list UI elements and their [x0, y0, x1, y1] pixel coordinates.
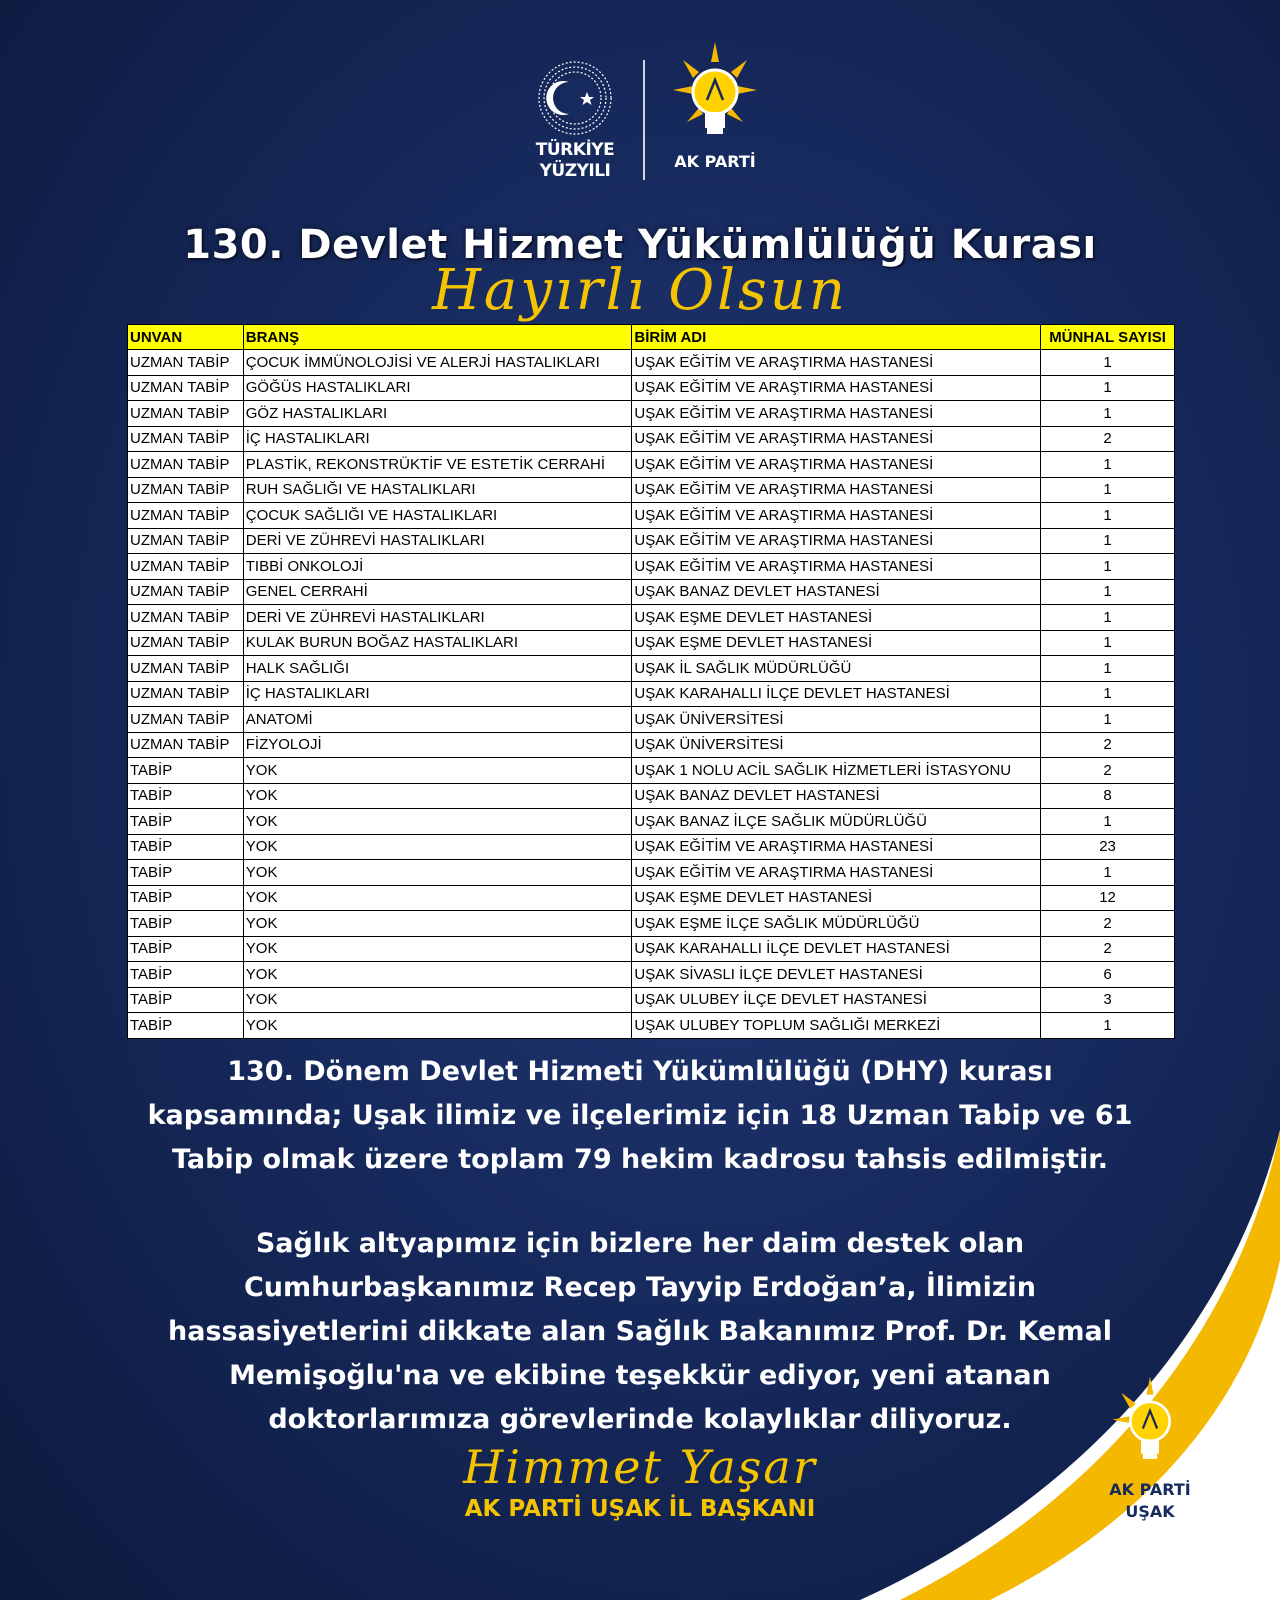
cell-unvan: UZMAN TABİP [128, 630, 244, 656]
cell-unvan: UZMAN TABİP [128, 477, 244, 503]
cell-brans: YOK [243, 834, 632, 860]
cell-munhal-sayisi: 6 [1041, 962, 1175, 988]
table-row [128, 656, 1175, 682]
paragraph-line: Cumhurbaşkanımız Recep Tayyip Erdoğan’a, İlimizin [243, 1272, 1037, 1303]
page-headline: 130. Devlet Hizmet Yükümlülüğü Kurası [183, 222, 1097, 268]
cell-brans: KULAK BURUN BOĞAZ HASTALIKLARI [243, 630, 632, 656]
cell-brans: GENEL CERRAHİ [243, 579, 632, 605]
header-brans: BRANŞ [243, 325, 632, 350]
cell-unvan: UZMAN TABİP [128, 528, 244, 554]
cell-munhal-sayisi: 2 [1041, 426, 1175, 452]
cell-brans: FİZYOLOJİ [243, 732, 632, 758]
paragraph-line: hassasiyetlerini dikkate alan Sağlık Bakanımız Prof. Dr. Kemal [168, 1316, 1112, 1347]
cell-brans: DERİ VE ZÜHREVİ HASTALIKLARI [243, 528, 632, 554]
cell-unvan: TABİP [128, 962, 244, 988]
cell-brans: YOK [243, 783, 632, 809]
cell-birim-adi: UŞAK SİVASLI İLÇE DEVLET HASTANESİ [632, 962, 1041, 988]
cell-brans: GÖĞÜS HASTALIKLARI [243, 375, 632, 401]
cell-birim-adi: UŞAK KARAHALLI İLÇE DEVLET HASTANESİ [632, 681, 1041, 707]
paragraph-line: Memişoğlu'na ve ekibine teşekkür ediyor, yeni atanan [229, 1360, 1051, 1391]
cell-birim-adi: UŞAK EŞME İLÇE SAĞLIK MÜDÜRLÜĞÜ [632, 911, 1041, 937]
cell-brans: İÇ HASTALIKLARI [243, 426, 632, 452]
cell-birim-adi: UŞAK ÜNİVERSİTESİ [632, 707, 1041, 733]
cell-unvan: UZMAN TABİP [128, 554, 244, 580]
table-row [128, 936, 1175, 962]
cell-birim-adi: UŞAK 1 NOLU ACİL SAĞLIK HİZMETLERİ İSTASYONU [632, 758, 1041, 784]
cell-munhal-sayisi: 1 [1041, 554, 1175, 580]
cell-birim-adi: UŞAK EĞİTİM VE ARAŞTIRMA HASTANESİ [632, 503, 1041, 529]
cell-munhal-sayisi: 1 [1041, 579, 1175, 605]
cell-unvan: TABİP [128, 809, 244, 835]
cell-unvan: TABİP [128, 885, 244, 911]
table-row [128, 1013, 1175, 1039]
lightbulb-icon [1095, 1375, 1205, 1475]
cell-munhal-sayisi: 1 [1041, 350, 1175, 376]
table-row [128, 707, 1175, 733]
cell-unvan: TABİP [128, 758, 244, 784]
cell-unvan: TABİP [128, 834, 244, 860]
cell-birim-adi: UŞAK EĞİTİM VE ARAŞTIRMA HASTANESİ [632, 834, 1041, 860]
cell-unvan: UZMAN TABİP [128, 401, 244, 427]
turkiye-line1: TÜRKİYE [535, 140, 615, 160]
signature-title: AK PARTİ UŞAK İL BAŞKANI [464, 1496, 816, 1522]
table-row [128, 375, 1175, 401]
cell-munhal-sayisi: 2 [1041, 911, 1175, 937]
cell-brans: RUH SAĞLIĞI VE HASTALIKLARI [243, 477, 632, 503]
cell-munhal-sayisi: 23 [1041, 834, 1175, 860]
ak-parti-logo [655, 40, 775, 171]
table-row [128, 834, 1175, 860]
table-row [128, 630, 1175, 656]
table-row [128, 605, 1175, 631]
table-row [128, 401, 1175, 427]
cell-unvan: UZMAN TABİP [128, 681, 244, 707]
crescent-star-icon [535, 58, 615, 138]
cell-birim-adi: UŞAK EŞME DEVLET HASTANESİ [632, 630, 1041, 656]
cell-brans: ÇOCUK SAĞLIĞI VE HASTALIKLARI [243, 503, 632, 529]
cell-birim-adi: UŞAK EĞİTİM VE ARAŞTIRMA HASTANESİ [632, 375, 1041, 401]
cell-munhal-sayisi: 1 [1041, 809, 1175, 835]
table-row [128, 987, 1175, 1013]
cell-brans: GÖZ HASTALIKLARI [243, 401, 632, 427]
cell-munhal-sayisi: 1 [1041, 605, 1175, 631]
ak-parti-label: AK PARTİ [674, 152, 756, 171]
corner-logo-line2: UŞAK [1125, 1502, 1175, 1521]
corner-ak-parti-logo [1090, 1375, 1210, 1523]
cell-birim-adi: UŞAK EĞİTİM VE ARAŞTIRMA HASTANESİ [632, 426, 1041, 452]
cell-birim-adi: UŞAK ULUBEY TOPLUM SAĞLIĞI MERKEZİ [632, 1013, 1041, 1039]
cell-birim-adi: UŞAK BANAZ İLÇE SAĞLIK MÜDÜRLÜĞÜ [632, 809, 1041, 835]
table-row [128, 732, 1175, 758]
cell-brans: YOK [243, 809, 632, 835]
cell-munhal-sayisi: 1 [1041, 528, 1175, 554]
cell-munhal-sayisi: 1 [1041, 477, 1175, 503]
logo-divider [643, 60, 645, 180]
header-logos [0, 40, 1280, 190]
table-row [128, 783, 1175, 809]
cell-brans: HALK SAĞLIĞI [243, 656, 632, 682]
cell-brans: ÇOCUK İMMÜNOLOJİSİ VE ALERJİ HASTALIKLARI [243, 350, 632, 376]
cell-birim-adi: UŞAK EĞİTİM VE ARAŞTIRMA HASTANESİ [632, 860, 1041, 886]
cell-unvan: TABİP [128, 1013, 244, 1039]
cell-brans: ANATOMİ [243, 707, 632, 733]
table-header-row [128, 325, 1175, 350]
cell-unvan: UZMAN TABİP [128, 350, 244, 376]
cell-unvan: UZMAN TABİP [128, 503, 244, 529]
paragraph-line: kapsamında; Uşak ilimiz ve ilçelerimiz için 18 Uzman Tabip ve 61 [147, 1100, 1133, 1131]
cell-brans: YOK [243, 936, 632, 962]
cell-unvan: TABİP [128, 783, 244, 809]
cell-munhal-sayisi: 8 [1041, 783, 1175, 809]
cell-munhal-sayisi: 1 [1041, 656, 1175, 682]
cell-munhal-sayisi: 1 [1041, 681, 1175, 707]
cell-munhal-sayisi: 1 [1041, 860, 1175, 886]
cell-munhal-sayisi: 2 [1041, 936, 1175, 962]
paragraph-line: Tabip olmak üzere toplam 79 hekim kadrosu tahsis edilmiştir. [172, 1144, 1108, 1175]
cell-munhal-sayisi: 1 [1041, 401, 1175, 427]
table-row [128, 758, 1175, 784]
cell-birim-adi: UŞAK İL SAĞLIK MÜDÜRLÜĞÜ [632, 656, 1041, 682]
cell-brans: DERİ VE ZÜHREVİ HASTALIKLARI [243, 605, 632, 631]
table-row [128, 426, 1175, 452]
paragraph-line: Sağlık altyapımız için bizlere her daim destek olan [255, 1228, 1025, 1259]
cell-unvan: TABİP [128, 936, 244, 962]
table-row [128, 681, 1175, 707]
lightbulb-icon [655, 40, 775, 152]
table-row [128, 350, 1175, 376]
turkiye-line2: YÜZYILI [539, 161, 611, 181]
cell-brans: YOK [243, 860, 632, 886]
table-row [128, 452, 1175, 478]
cell-munhal-sayisi: 2 [1041, 732, 1175, 758]
turkiye-yuzyili-logo [520, 58, 630, 180]
cell-unvan: UZMAN TABİP [128, 656, 244, 682]
paragraph-line: 130. Dönem Devlet Hizmeti Yükümlülüğü (DHY) kurası [227, 1056, 1053, 1087]
cell-birim-adi: UŞAK KARAHALLI İLÇE DEVLET HASTANESİ [632, 936, 1041, 962]
cell-unvan: TABİP [128, 911, 244, 937]
cell-brans: TIBBİ ONKOLOJİ [243, 554, 632, 580]
table-row [128, 860, 1175, 886]
table-row [128, 885, 1175, 911]
table-body [128, 350, 1175, 1039]
cell-unvan: UZMAN TABİP [128, 426, 244, 452]
table-row [128, 503, 1175, 529]
cell-birim-adi: UŞAK EŞME DEVLET HASTANESİ [632, 605, 1041, 631]
cell-birim-adi: UŞAK EĞİTİM VE ARAŞTIRMA HASTANESİ [632, 554, 1041, 580]
cell-munhal-sayisi: 12 [1041, 885, 1175, 911]
cell-munhal-sayisi: 1 [1041, 1013, 1175, 1039]
table-row [128, 477, 1175, 503]
cell-birim-adi: UŞAK EĞİTİM VE ARAŞTIRMA HASTANESİ [632, 401, 1041, 427]
table-row [128, 579, 1175, 605]
cell-birim-adi: UŞAK EĞİTİM VE ARAŞTIRMA HASTANESİ [632, 350, 1041, 376]
allocation-table-wrapper [127, 324, 1175, 1039]
thanks-paragraph [0, 1222, 1280, 1442]
paragraph-line: doktorlarımıza görevlerinde kolaylıklar diliyoruz. [268, 1404, 1012, 1435]
cell-brans: YOK [243, 962, 632, 988]
table-row [128, 809, 1175, 835]
cell-unvan: UZMAN TABİP [128, 375, 244, 401]
cell-brans: YOK [243, 911, 632, 937]
cell-unvan: UZMAN TABİP [128, 605, 244, 631]
cell-birim-adi: UŞAK EĞİTİM VE ARAŞTIRMA HASTANESİ [632, 477, 1041, 503]
table-row [128, 528, 1175, 554]
cell-unvan: UZMAN TABİP [128, 732, 244, 758]
cell-brans: YOK [243, 885, 632, 911]
cell-unvan: UZMAN TABİP [128, 707, 244, 733]
cell-birim-adi: UŞAK BANAZ DEVLET HASTANESİ [632, 579, 1041, 605]
header-birim-adi: BİRİM ADI [632, 325, 1041, 350]
cell-unvan: UZMAN TABİP [128, 452, 244, 478]
cell-munhal-sayisi: 1 [1041, 503, 1175, 529]
cell-munhal-sayisi: 2 [1041, 758, 1175, 784]
corner-logo-line1: AK PARTİ [1109, 1480, 1191, 1499]
cell-brans: YOK [243, 987, 632, 1013]
script-title: Hayırlı Olsun [432, 258, 848, 323]
cell-birim-adi: UŞAK EĞİTİM VE ARAŞTIRMA HASTANESİ [632, 528, 1041, 554]
cell-birim-adi: UŞAK EĞİTİM VE ARAŞTIRMA HASTANESİ [632, 452, 1041, 478]
cell-munhal-sayisi: 3 [1041, 987, 1175, 1013]
cell-munhal-sayisi: 1 [1041, 375, 1175, 401]
cell-brans: İÇ HASTALIKLARI [243, 681, 632, 707]
cell-birim-adi: UŞAK BANAZ DEVLET HASTANESİ [632, 783, 1041, 809]
cell-birim-adi: UŞAK ULUBEY İLÇE DEVLET HASTANESİ [632, 987, 1041, 1013]
allocation-table [127, 324, 1175, 1039]
header-unvan: UNVAN [128, 325, 244, 350]
announcement-paragraph [0, 1050, 1280, 1182]
table-row [128, 911, 1175, 937]
cell-brans: YOK [243, 758, 632, 784]
cell-birim-adi: UŞAK EŞME DEVLET HASTANESİ [632, 885, 1041, 911]
cell-munhal-sayisi: 1 [1041, 707, 1175, 733]
cell-unvan: UZMAN TABİP [128, 579, 244, 605]
header-munhal-sayisi: MÜNHAL SAYISI [1041, 325, 1175, 350]
table-row [128, 554, 1175, 580]
cell-munhal-sayisi: 1 [1041, 630, 1175, 656]
cell-brans: YOK [243, 1013, 632, 1039]
cell-unvan: TABİP [128, 860, 244, 886]
cell-munhal-sayisi: 1 [1041, 452, 1175, 478]
cell-brans: PLASTİK, REKONSTRÜKTİF VE ESTETİK CERRAHİ [243, 452, 632, 478]
table-row [128, 962, 1175, 988]
signature: Himmet Yaşar [463, 1440, 817, 1494]
cell-unvan: TABİP [128, 987, 244, 1013]
cell-birim-adi: UŞAK ÜNİVERSİTESİ [632, 732, 1041, 758]
